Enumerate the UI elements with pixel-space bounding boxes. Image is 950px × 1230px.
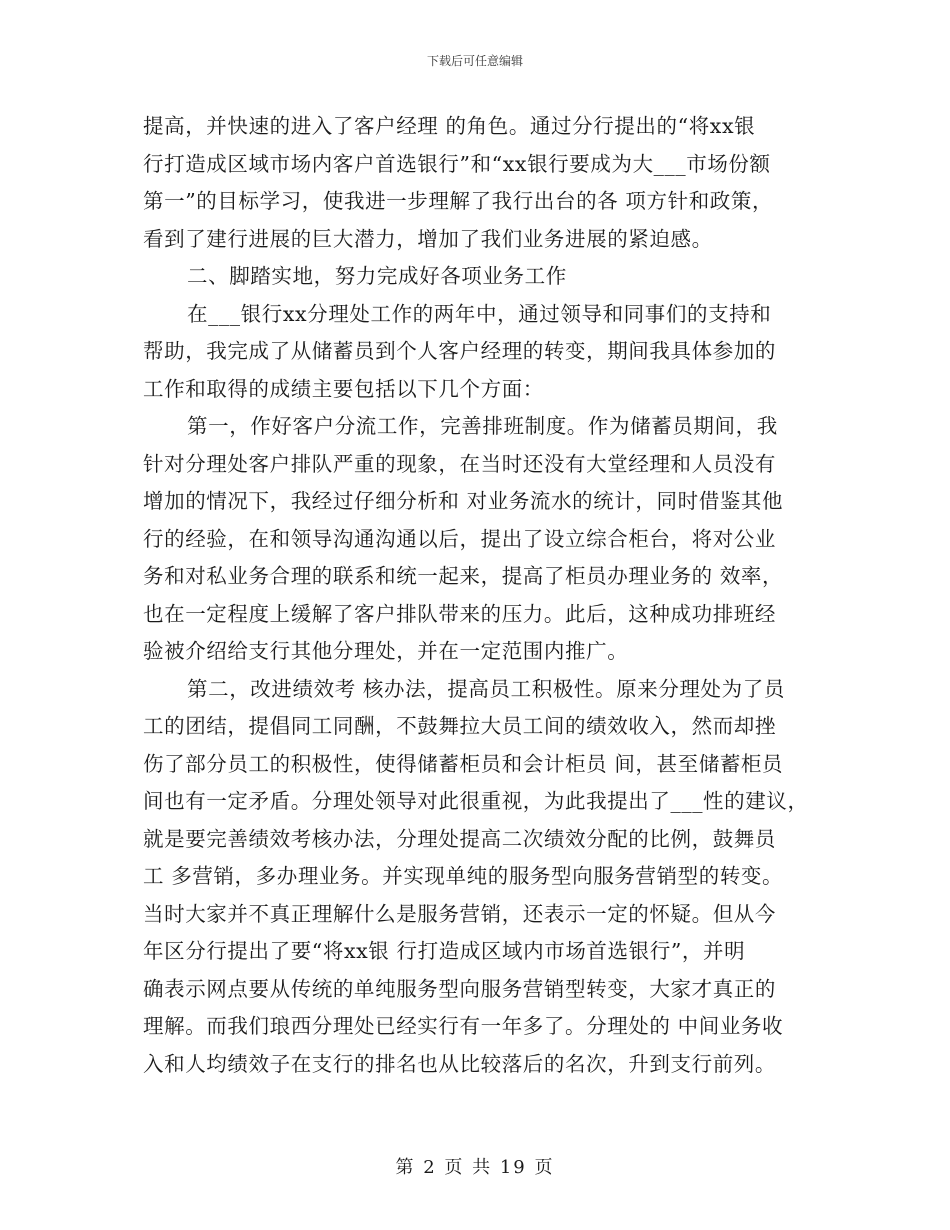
body-line: 当时大家并不真正理解什么是服务营销，还表示一定的怀疑。但从今 (143, 901, 776, 926)
body-line: 验被介绍给支行其他分理处，并在一定范围内推广。 (143, 639, 629, 663)
body-line: 在___银行xx分理处工作的两年中，通过领导和同事们的支持和 (187, 301, 772, 326)
body-line: 工作和取得的成绩主要包括以下几个方面： (143, 376, 544, 401)
page-footer-page-number: 第 2 页 共 19 页 (395, 1157, 555, 1178)
body-line: 工 多营销，多办理业务。并实现单纯的服务型向服务营销型的转变。 (143, 864, 784, 888)
body-line: 务和对私业务合理的联系和统一起来，提高了柜员办理业务的 效率， (143, 564, 784, 588)
body-line: 也在一定程度上缓解了客户排队带来的压力。此后，这种成功排班经 (143, 601, 776, 626)
body-line: 理解。而我们琅西分理处已经实行有一年多了。分理处的 中间业务收 (143, 1014, 784, 1038)
body-line: 间也有一定矛盾。分理处领导对此很重视，为此我提出了___性的建议， (143, 789, 809, 813)
body-line: 帮助，我完成了从储蓄员到个人客户经理的转变，期间我具体参加的 (143, 339, 776, 363)
body-line: 行的经验，在和领导沟通沟通以后，提出了设立综合柜台，将对公业 (143, 526, 776, 551)
body-line: 第一，作好客户分流工作，完善排班制度。作为储蓄员期间，我 (187, 414, 778, 438)
body-line: 工的团结，提倡同工同酬，不鼓舞拉大员工间的绩效收入，然而却挫 (143, 714, 776, 738)
body-line: 年区分行提出了要“将xx银 行打造成区域内市场首选银行”，并明 (143, 939, 746, 963)
document-body (143, 108, 815, 1083)
page-header: 下载后可任意编辑 (426, 54, 523, 68)
body-line: 确表示网点要从传统的单纯服务型向服务营销型转变，大家才真正的 (143, 976, 776, 1001)
body-line: 第一”的目标学习，使我进一步理解了我行出台的各 项方针和政策， (143, 189, 774, 213)
body-line: 二、脚踏实地，努力完成好各项业务工作 (187, 264, 567, 288)
body-line: 针对分理处客户排队严重的现象，在当时还没有大堂经理和人员没有 (143, 451, 776, 476)
body-line: 第二，改进绩效考 核办法，提高员工积极性。原来分理处为了员 (187, 676, 785, 701)
body-line: 增加的情况下，我经过仔细分析和 对业务流水的统计，同时借鉴其他 (143, 489, 784, 513)
body-line: 提高，并快速的进入了客户经理 的角色。通过分行提出的“将xx银 (143, 114, 756, 138)
body-line: 行打造成区域市场内客户首选银行”和“xx银行要成为大___市场份额 (143, 151, 771, 176)
body-line: 就是要完善绩效考核办法，分理处提高二次绩效分配的比例，鼓舞员 (143, 826, 776, 851)
body-line: 看到了建行进展的巨大潜力，增加了我们业务进展的紧迫感。 (143, 226, 713, 251)
body-line: 入和人均绩效子在支行的排名也从比较落后的名次，升到支行前列。 (143, 1051, 776, 1076)
body-line: 伤了部分员工的积极性，使得储蓄柜员和会计柜员 间，甚至储蓄柜员 (143, 751, 784, 776)
